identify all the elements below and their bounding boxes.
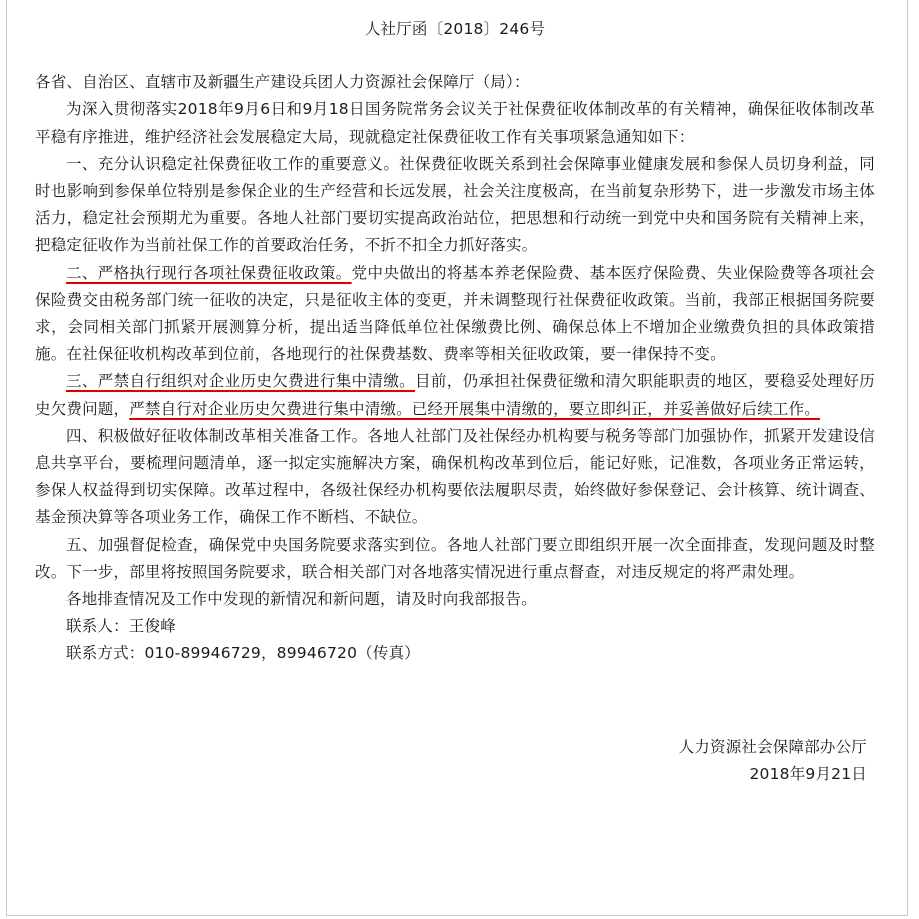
- contact-phone: 联系方式：010-89946729，89946720（传真）: [66, 644, 420, 663]
- addressee: 各省、自治区、直辖市及新疆生产建设兵团人力资源社会保障厅（局）：: [35, 73, 530, 92]
- document-body: [35, 16, 875, 788]
- signature-spacer: [35, 668, 875, 734]
- section-1: 一、充分认识稳定社保费征收工作的重要意义。社保费征收既关系到社会保障事业健康发展和参保人员切身利益，同时也影响到参保单位特别是参保企业的生产经营和长远发展，社会关注度极高，在当前复杂形势下，进一步激发市场主体活力，稳定社会预期尤为重要。各地人社部门要切实提高政治站位，把思想和行动统一到党中央和国务院有关精神上来，把稳定征收作为当前社保工作的首要政治任务，不折不扣全力抓好落实。: [35, 154, 875, 255]
- contact-person: 联系人：王俊峰: [66, 617, 176, 636]
- issue-date: 2018年9月21日: [749, 764, 867, 783]
- section-3: [35, 368, 875, 422]
- section-4: 四、积极做好征收体制改革相关准备工作。各地人社部门及社保经办机构要与税务等部门加强协作，抓紧开发建设信息共享平台，要梳理问题清单，逐一拟定实施解决方案，确保机构改革到位后，能记好账，记准数，各项业务正常运转，参保人权益得到切实保障。改革过程中，各级社保经办机构要依法履职尽责，始终做好参保登记、会计核算、统计调查、基金预决算等各项业务工作，确保工作不断档、不缺位。: [35, 426, 875, 527]
- document-number-title: 人社厅函〔2018〕246号: [364, 20, 546, 38]
- section-3-body-underlined: 严禁自行对企业历史欠费进行集中清缴。已经开展集中清缴的，要立即纠正，并妥善做好后续工作。: [129, 399, 821, 418]
- report-request: 各地排查情况及工作中发现的新情况和新问题，请及时向我部报告。: [66, 590, 538, 609]
- section-2-heading-underlined: 二、严格执行现行各项社保费征收政策。: [66, 263, 352, 282]
- section-2: [35, 260, 875, 369]
- section-3-heading-underlined: 三、严禁自行组织对企业历史欠费进行集中清缴。: [66, 372, 416, 391]
- issuer-signature: 人力资源社会保障部办公厅: [678, 737, 867, 756]
- intro-paragraph: 为深入贯彻落实2018年9月6日和9月18日国务院常务会议关于社保费征收体制改革的有关精神，确保征收体制改革平稳有序推进，维护经济社会发展稳定大局，现就稳定社保费征收工作有关事项紧急通知如下：: [35, 100, 875, 146]
- section-3-body-a: 目前，仍承担社保费征缴和清欠职能职责的地区，要稳妥处理好历史欠费问题，: [35, 372, 875, 418]
- section-2-body: 党中央做出的将基本养老保险费、基本医疗保险费、失业保险费等各项社会保险费交由税务部门统一征收的决定，只是征收主体的变更，并未调整现行社保费征收政策。当前，我部正根据国务院要求，会同相关部门抓紧开展测算分析，提出适当降低单位社保缴费比例、确保总体上不增加企业缴费负担的具体政策措施。在社保征收机构改革到位前，各地现行的社保费基数、费率等相关征收政策，要一律保持不变。: [35, 263, 875, 364]
- section-5: 五、加强督促检查，确保党中央国务院要求落实到位。各地人社部门要立即组织开展一次全面排查，发现问题及时整改。下一步，部里将按照国务院要求，联合相关部门对各地落实情况进行重点督查，对违反规定的将严肃处理。: [35, 535, 875, 581]
